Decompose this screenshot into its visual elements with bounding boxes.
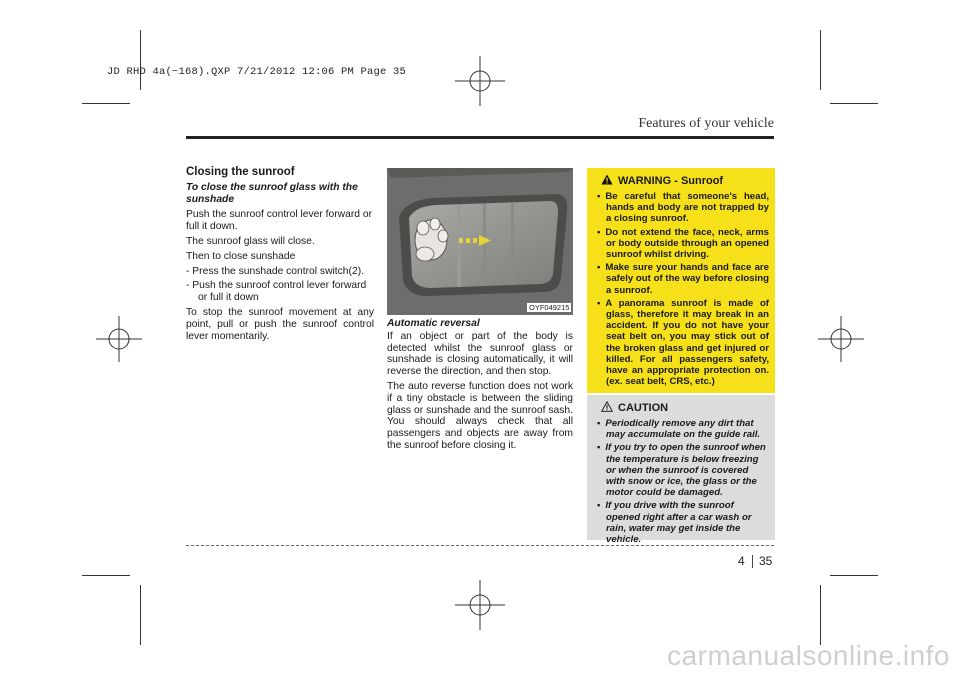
paragraph: Then to close sunshade [186, 251, 296, 263]
sub-heading: Automatic reversal [387, 318, 480, 329]
caution-triangle-icon [601, 401, 613, 415]
crop-mark [820, 30, 821, 90]
crop-mark [82, 103, 130, 104]
figure-code: OYF049215 [529, 303, 570, 312]
caution-title [601, 401, 769, 415]
warning-item: • A panorama sunroof is made of glass, therefore it may break in an accident. If you do not have your seat belt on, you may stick out of the broken glass and get injured or killed. For all passengers safety, have an appropriate protection on. (ex. seat belt, CRS, etc.) [593, 298, 769, 388]
registration-mark-top [455, 56, 505, 106]
section-heading: Closing the sunroof [186, 166, 295, 178]
warning-triangle-icon [601, 174, 613, 188]
paragraph: The auto reverse function does not work if a tiny obstacle is between the sliding glass or sunshade and the sunroof sash. You should always check that all passengers and objects are away from the sunroof before closing it. [387, 380, 573, 451]
warning-item: • Make sure your hands and face are safely out of the way before closing a sunroof. [593, 262, 769, 296]
sunroof-photo [387, 168, 573, 315]
paragraph: To stop the sunroof movement at any point, pull or push the sunroof control lever momentarily. [186, 307, 374, 343]
caution-item: • If you drive with the sunroof opened right after a car wash or rain, water may get inside the vehicle. [593, 500, 769, 545]
left-column [186, 166, 374, 347]
crop-mark [830, 103, 878, 104]
caution-title-text: CAUTION [618, 402, 669, 414]
paragraph: Push the sunroof control lever forward or full it down. [186, 208, 373, 232]
paragraph: If an object or part of the body is detected whilst the sunroof glass or sunshade is closing automatically, it will reverse the direction, and then stop. [387, 330, 573, 378]
paragraph: The sunroof glass will close. [186, 236, 315, 248]
sub-heading: To close the sunroof glass with the sunshade [186, 182, 358, 206]
warning-list [593, 191, 769, 387]
caution-item: • If you try to open the sunroof when the temperature is below freezing or when the sunroof is covered with snow or ice, the glass or the motor could be damaged. [593, 442, 769, 498]
crop-mark [140, 30, 141, 90]
warning-item: • Do not extend the face, neck, arms or body outside through an opened sunroof whilst driving. [593, 227, 769, 261]
registration-mark-bottom [455, 580, 505, 630]
page-number: 35 [759, 554, 773, 568]
crop-mark [820, 585, 821, 645]
warning-title [601, 174, 769, 188]
caution-item: • Periodically remove any dirt that may accumulate on the guide rail. [593, 418, 769, 440]
crop-mark [140, 585, 141, 645]
print-slug: JD RHD 4a(~168).QXP 7/21/2012 12:06 PM Page 35 [107, 66, 407, 78]
middle-column [387, 318, 573, 455]
warning-title-text: WARNING - Sunroof [618, 175, 724, 187]
dash-list-item: - Press the sunshade control switch(2). [186, 266, 364, 278]
sunroof-illustration [387, 168, 573, 315]
site-watermark: carmanualsonline.info [667, 640, 950, 671]
dash-list-item: - Push the sunroof control lever forward or full it down [186, 279, 367, 303]
footer-rule [186, 545, 774, 546]
registration-mark-left [96, 316, 142, 362]
chapter-number: 4 [738, 554, 745, 568]
caution-box [587, 395, 775, 546]
warning-item: • Be careful that someone's head, hands and body are not trapped by a closing sunroof. [593, 191, 769, 225]
section-header-title: Features of your vehicle [638, 116, 774, 131]
page-number-divider [752, 555, 753, 568]
header-rule [186, 136, 774, 139]
crop-mark [830, 575, 878, 576]
registration-mark-right [818, 316, 864, 362]
caution-list [593, 418, 769, 545]
crop-mark [82, 575, 130, 576]
warning-box [587, 168, 775, 393]
